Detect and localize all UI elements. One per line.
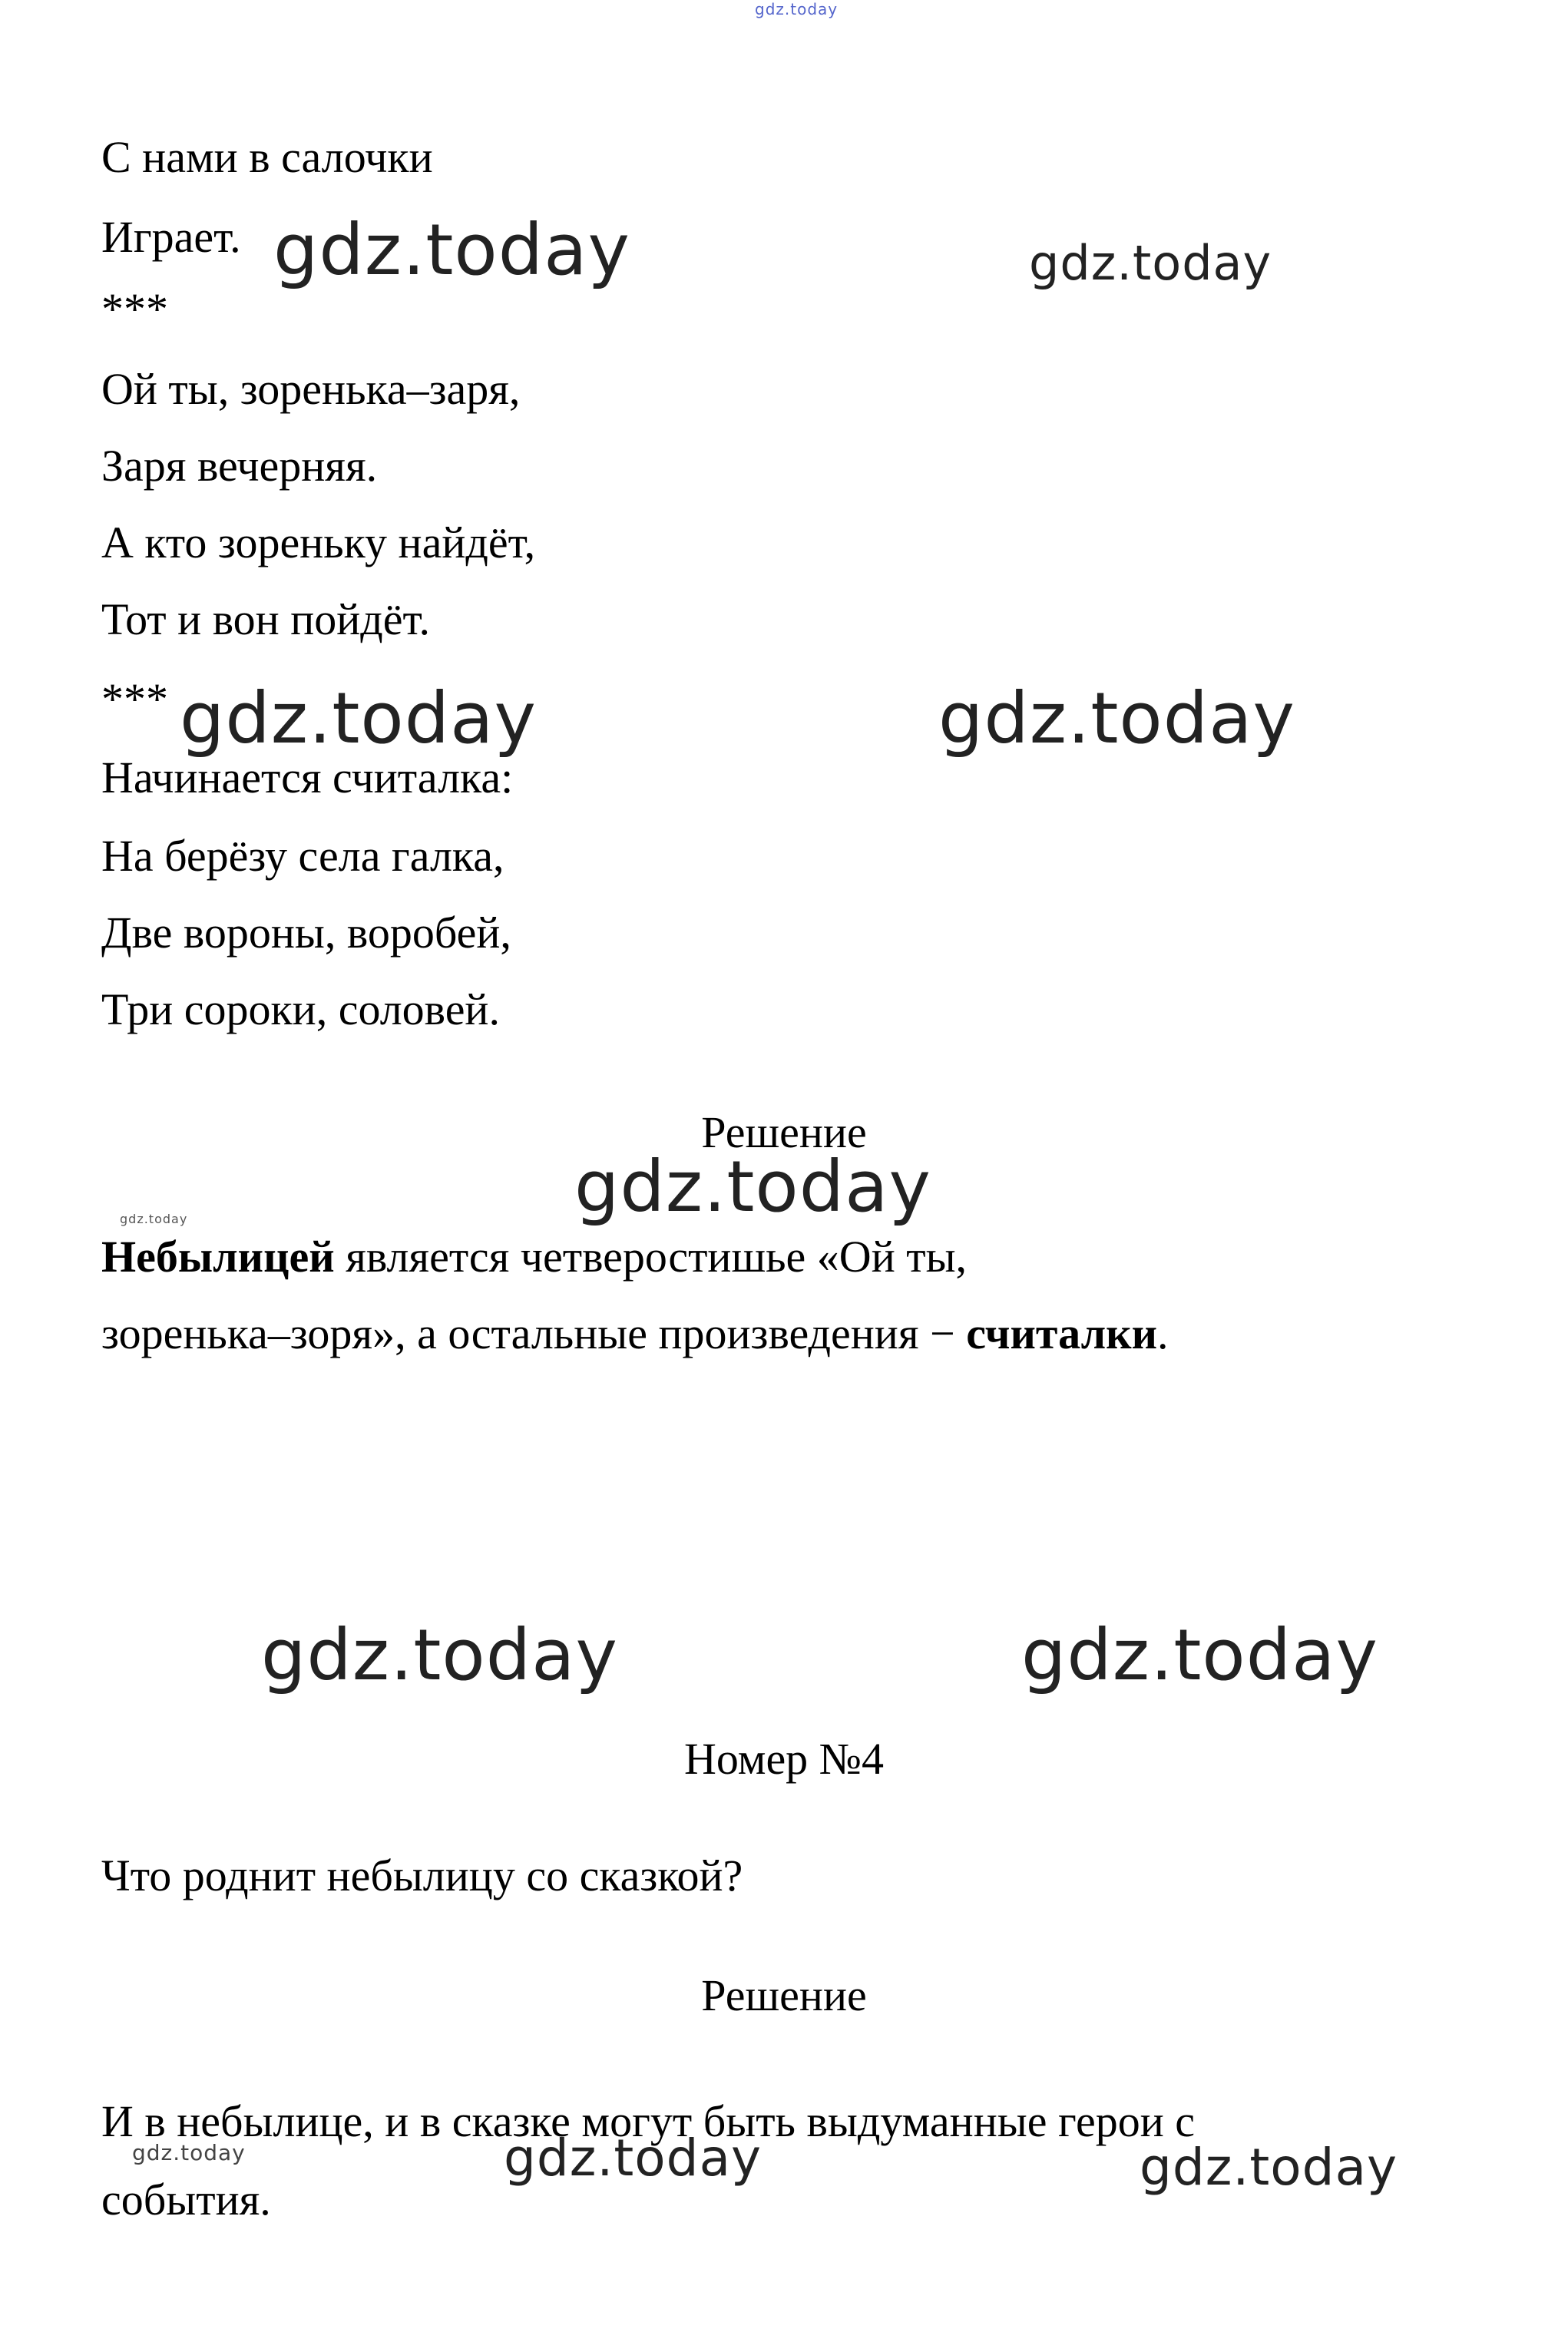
poem2-line1: Ой ты, зоренька–заря, bbox=[101, 364, 521, 414]
watermark-top: gdz.today bbox=[755, 0, 839, 18]
task4-answer-line1: И в небылице, и в сказке могут быть выдуманные герои с bbox=[101, 2096, 1196, 2146]
poem1-separator: *** bbox=[101, 284, 168, 334]
task4-question: Что роднит небылицу со сказкой? bbox=[101, 1851, 743, 1900]
solution1-text2: зоренька–зоря», а остальные произведения − bbox=[101, 1308, 967, 1358]
task4-answer-line2: события. bbox=[101, 2175, 271, 2224]
solution1-bold1: Небылицей bbox=[101, 1232, 335, 1282]
poem1-line2: Играет. bbox=[101, 212, 241, 262]
poem3-line1: Начинается считалка: bbox=[101, 753, 514, 802]
watermark-8: gdz.today bbox=[1021, 1614, 1378, 1696]
watermark-10: gdz.today bbox=[504, 2129, 762, 2188]
poem3-line2: На берёзу села галка, bbox=[101, 831, 504, 881]
solution1-line1 bbox=[101, 1232, 968, 1282]
watermark-4: gdz.today bbox=[938, 677, 1295, 759]
watermark-2: gdz.today bbox=[1029, 235, 1272, 291]
poem2-line2: Заря вечерняя. bbox=[101, 441, 378, 491]
poem2-separator: *** bbox=[101, 674, 168, 724]
solution1-end: . bbox=[1157, 1308, 1169, 1358]
watermark-6: gdz.today bbox=[120, 1212, 188, 1226]
solution1-text1: является четверостишье «Ой ты, bbox=[334, 1232, 968, 1282]
watermark-9: gdz.today bbox=[132, 2140, 246, 2165]
watermark-7: gdz.today bbox=[261, 1614, 618, 1696]
solution1-line2 bbox=[101, 1308, 1169, 1358]
poem2-line3: А кто зореньку найдёт, bbox=[101, 518, 536, 567]
solution1-bold2: считалки bbox=[966, 1308, 1158, 1358]
poem2-line4: Тот и вон пойдёт. bbox=[101, 594, 431, 644]
poem1-line1: С нами в салочки bbox=[101, 132, 433, 182]
poem3-line4: Три сороки, соловей. bbox=[101, 984, 500, 1034]
task4-solution-heading: Решение bbox=[701, 1970, 867, 2020]
watermark-5: gdz.today bbox=[574, 1146, 931, 1228]
watermark-3: gdz.today bbox=[180, 677, 537, 759]
watermark-1: gdz.today bbox=[273, 209, 630, 291]
watermark-11: gdz.today bbox=[1140, 2138, 1398, 2197]
solution1-heading: Решение bbox=[701, 1107, 867, 1157]
poem3-line3: Две вороны, воробей, bbox=[101, 908, 511, 958]
task4-heading: Номер №4 bbox=[683, 1734, 885, 1784]
